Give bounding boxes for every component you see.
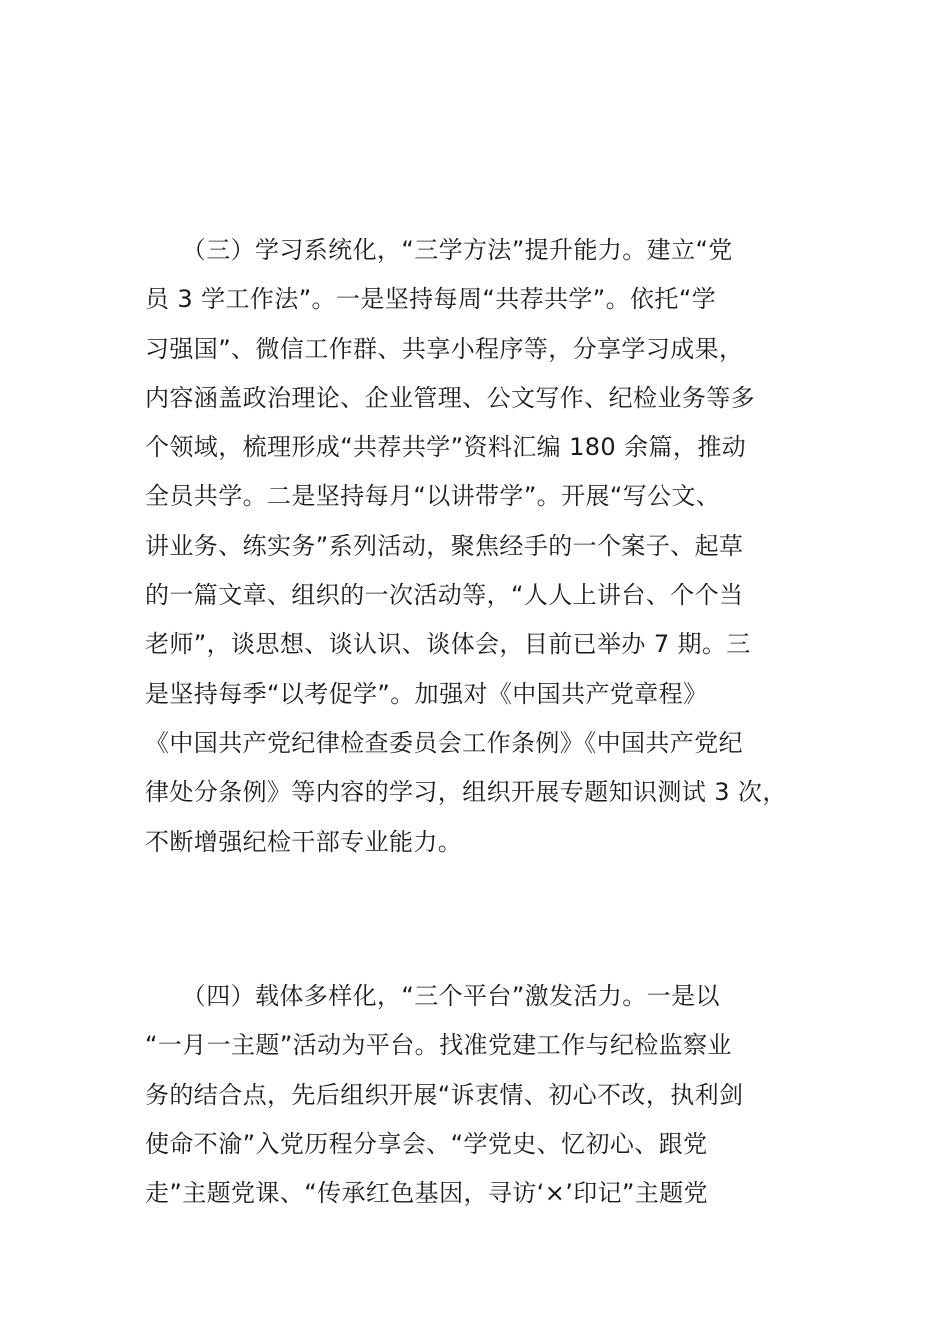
text-line: （三）学习系统化，“三学方法”提升能力。建立“党 xyxy=(145,236,733,264)
text-line: （四）载体多样化，“三个平台”激发活力。一是以 xyxy=(145,982,720,1010)
paragraph-three-platforms xyxy=(145,972,815,1218)
text-line: 使命不渝”入党历程分享会、“学党史、忆初心、跟党 xyxy=(145,1129,708,1158)
text-line: 的一篇文章、组织的一次活动等，“人人上讲台、个个当 xyxy=(145,581,744,610)
text-line: 《中国共产党纪律检查委员会工作条例》《中国共产党纪 xyxy=(145,728,743,757)
text-line: 讲业务、练实务”系列活动，聚焦经手的一个案子、起草 xyxy=(145,531,744,560)
text-line: 全员共学。二是坚持每月“以讲带学”。开展“写公文、 xyxy=(145,482,721,511)
text-line: 老师”，谈思想、谈认识、谈体会，目前已举办 7 期。三 xyxy=(145,630,751,659)
text-line: 内容涵盖政治理论、企业管理、公文写作、纪检业务等多 xyxy=(145,383,755,412)
text-line: 务的结合点，先后组织开展“诉衷情、初心不改，执利剑 xyxy=(145,1080,744,1109)
text-line: “一月一主题”活动为平台。找准党建工作与纪检监察业 xyxy=(145,1031,732,1060)
text-line: 个领域，梳理形成“共荐共学”资料汇编 180 余篇，推动 xyxy=(145,433,747,462)
text-line: 是坚持每季“以考促学”。加强对《中国共产党章程》 xyxy=(145,679,708,708)
text-line: 律处分条例》等内容的学习，组织开展专题知识测试 3 次， xyxy=(145,778,787,807)
text-line: 不断增强纪检干部专业能力。 xyxy=(145,827,463,856)
paragraph-three-learning-methods xyxy=(145,226,815,867)
text-line: 员 3 学工作法”。一是坚持每周“共荐共学”。依托“学 xyxy=(145,285,717,314)
text-line: 走”主题党课、“传承红色基因，寻访‘×’印记”主题党 xyxy=(145,1179,709,1208)
text-line: 习强国”、微信工作群、共享小程序等，分享学习成果， xyxy=(145,334,744,363)
